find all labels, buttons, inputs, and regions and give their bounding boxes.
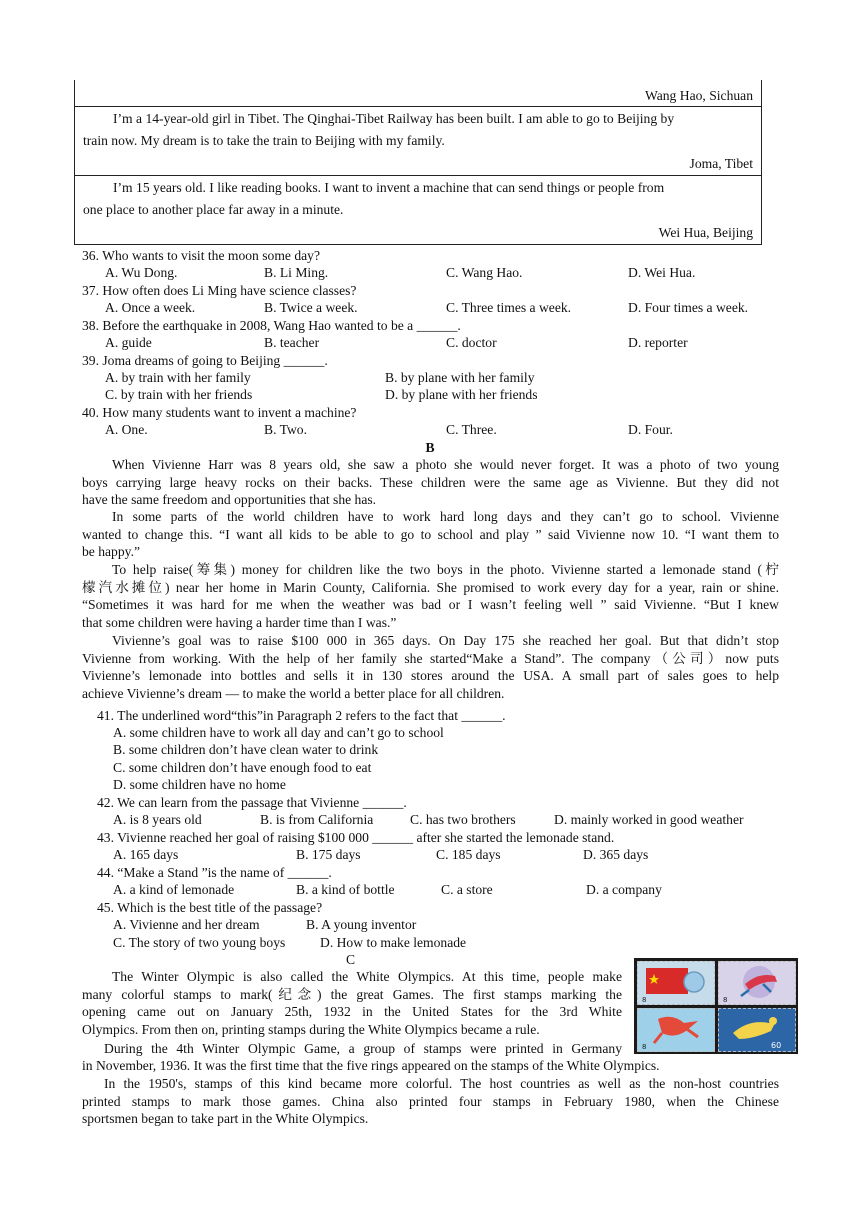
option: D. How to make lemonade (320, 935, 467, 950)
option: A. some children have to work all day and can’t go to school (113, 725, 444, 740)
letter-body: I’m 15 years old. I like reading books. I want to invent a machine that can send things or people from one place to another place far away in a minute. (83, 180, 665, 218)
speed-skater-stamp-art-icon (719, 1009, 795, 1051)
option: B. some children don’t have clean water to drink (113, 742, 379, 757)
option: D. by plane with her friends (385, 387, 538, 402)
letter-signature: Joma, Tibet (689, 156, 753, 171)
option: D. mainly worked in good weather (554, 812, 744, 827)
option: A. guide (105, 335, 152, 350)
section-c-paragraph-2-line-2: in November, 1936. It was the first time that the five rings appeared on the stamps of the White Olympics. (82, 1058, 660, 1073)
option: D. 365 days (583, 847, 649, 862)
option: C. has two brothers (410, 812, 516, 827)
option: D. some children have no home (113, 777, 286, 792)
option: B. A young inventor (306, 917, 417, 932)
option: C. doctor (446, 335, 497, 350)
section-b-paragraph-4: Vivienne’s goal was to raise $100 000 in 365 days. On Day 175 she reached her goal. But that didn’t stop Vivienne from working. With the help of her family she started“Make a Stand”. The company（公司）now puts Vivienne’s lemonade into bottles and sells it in 130 stores around the USA. A small part of sales goes to help achieve Vivienne’s dream — to make the world a better place for all children. (82, 633, 779, 701)
option: C. by train with her friends (105, 387, 253, 402)
flag-stamp-art-icon (638, 962, 714, 1004)
option: C. a store (441, 882, 493, 897)
figure-skater-stamp-art-icon (638, 1009, 714, 1051)
option: B. teacher (264, 335, 320, 350)
letter-joma (75, 107, 761, 176)
question-36: 36. Who wants to visit the moon some day? (82, 248, 320, 263)
letter-signature: Wei Hua, Beijing (658, 225, 753, 240)
letter-wang-hao (75, 80, 761, 107)
section-c-paragraph-2: During the 4th Winter Olympic Game, a group of stamps were printed in Germany (104, 1041, 622, 1056)
letter-signature: Wang Hao, Sichuan (644, 88, 753, 103)
stamp-value: 8 (642, 1043, 647, 1051)
option: A. is 8 years old (113, 812, 202, 827)
option: A. by train with her family (105, 370, 251, 385)
skater-stamp-art-icon (719, 962, 795, 1004)
stamp-flag (637, 961, 715, 1005)
section-c-heading: C (346, 952, 356, 967)
stamp-speed-skater (718, 1008, 796, 1052)
option: D. Four times a week. (628, 300, 749, 315)
section-b-paragraph-3: To help raise(筹集) money for children like the two boys in the photo. Vivienne started a lemonade stand (柠 檬汽水摊位) near her home in Marin County, California. She promised to work every day for a year, rain or shine. “Sometimes it was hard for me when the weather was bad or I wasn’t feeling well ” said Vivienne. “But I knew that some children were having a harder time than I was.” (82, 562, 779, 630)
option: A. One. (105, 422, 148, 437)
question-44: 44. “Make a Stand ”is the name of ______. (97, 865, 332, 880)
option: D. a company (586, 882, 662, 897)
option: C. some children don’t have enough food to eat (113, 760, 372, 775)
question-37: 37. How often does Li Ming have science classes? (82, 283, 357, 298)
option: B. Twice a week. (264, 300, 358, 315)
question-41: 41. The underlined word“this”in Paragraph 2 refers to the fact that ______. (97, 708, 506, 723)
section-b-heading: B (425, 440, 435, 455)
stamp-value: 8 (642, 996, 647, 1004)
option: C. Wang Hao. (446, 265, 523, 280)
question-39: 39. Joma dreams of going to Beijing ______. (82, 353, 328, 368)
option: D. reporter (628, 335, 688, 350)
option: D. Four. (628, 422, 673, 437)
question-42: 42. We can learn from the passage that Vivienne ______. (97, 795, 407, 810)
option: B. Two. (264, 422, 307, 437)
section-b-paragraph-2: In some parts of the world children have to work hard long days and they can’t go to school. Vivienne wanted to change this. “I want all kids to be able to go to school and play ” said Vivienne now 10. “I want them to be happy.” (82, 509, 779, 559)
option: A. Vivienne and her dream (113, 917, 260, 932)
option: A. Wu Dong. (105, 265, 178, 280)
stamp-value: 60 (771, 1041, 782, 1050)
option: B. is from California (260, 812, 374, 827)
option: A. 165 days (113, 847, 179, 862)
option: C. Three times a week. (446, 300, 572, 315)
letter-wei-hua (75, 176, 761, 244)
question-45: 45. Which is the best title of the passage? (97, 900, 323, 915)
option: B. Li Ming. (264, 265, 329, 280)
option: B. by plane with her family (385, 370, 535, 385)
stamp-figure-skater (637, 1008, 715, 1052)
option: B. 175 days (296, 847, 361, 862)
option: A. a kind of lemonade (113, 882, 235, 897)
option: C. The story of two young boys (113, 935, 286, 950)
option: B. a kind of bottle (296, 882, 395, 897)
letters-table (74, 80, 762, 245)
option: C. Three. (446, 422, 497, 437)
stamp-skater (718, 961, 796, 1005)
section-b-paragraph-1: When Vivienne Harr was 8 years old, she saw a photo she would never forget. It was a photo of two young boys carrying large heavy rocks on their backs. These children were the same age as Vivienne. But they did not have the same freedom and opportunities that she has. (82, 457, 779, 507)
letter-body: I’m a 14-year-old girl in Tibet. The Qinghai-Tibet Railway has been built. I am able to go to Beijing by train now. My dream is to take the train to Beijing with my family. (83, 111, 675, 149)
option: D. Wei Hua. (628, 265, 696, 280)
section-c-paragraph-1: The Winter Olympic is also called the White Olympics. At this time, people make many colorful stamps to mark(纪念) the great Games. The first stamps marking the opening came out on January 25th, 1932 in the United States for the 3rd White Olympics. From then on, printing stamps during the White Olympics became a rule. (82, 969, 622, 1037)
option: A. Once a week. (105, 300, 196, 315)
stamp-value: 8 (723, 996, 728, 1004)
question-43: 43. Vivienne reached her goal of raising $100 000 ______ after she started the lemonade stand. (97, 830, 615, 845)
olympic-stamps-image (634, 958, 798, 1054)
question-40: 40. How many students want to invent a machine? (82, 405, 357, 420)
section-c-paragraph-3: In the 1950's, stamps of this kind became more colorful. The host countries as well as the non-host countries printed stamps to mark those games. China also printed four stamps in February 1980, when the Chinese sportsmen began to take part in the White Olympics. (82, 1076, 779, 1126)
question-38: 38. Before the earthquake in 2008, Wang Hao wanted to be a ______. (82, 318, 461, 333)
option: C. 185 days (436, 847, 501, 862)
